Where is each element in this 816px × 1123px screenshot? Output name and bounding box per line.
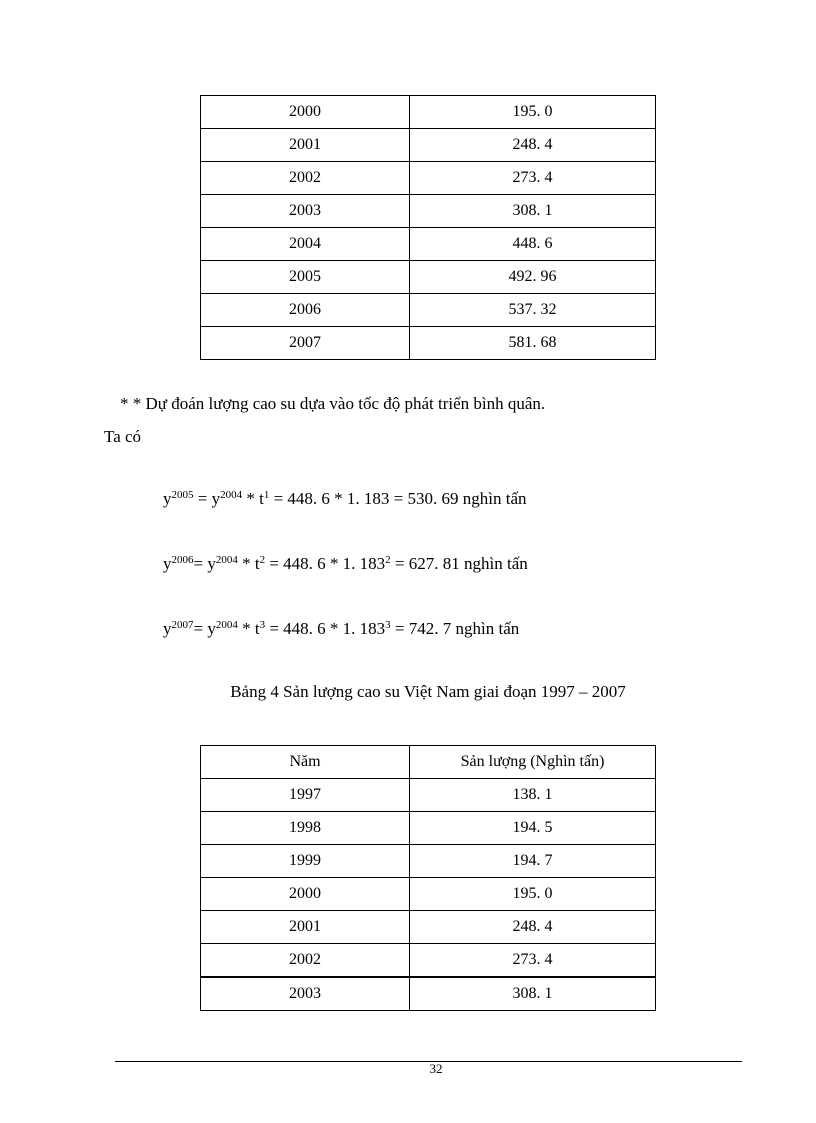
table-row [201, 878, 656, 911]
year-cell: 2007 [201, 327, 410, 360]
value-cell: 581. 68 [410, 327, 656, 360]
header-value: Sản lượng (Nghìn tấn) [410, 746, 656, 779]
value-cell: 537. 32 [410, 294, 656, 327]
formula-result: = 742. 7 nghìn tấn [390, 619, 520, 638]
year-cell: 2000 [201, 96, 410, 129]
table-row [201, 96, 656, 129]
formula-eq: = y [193, 619, 216, 638]
value-cell: 273. 4 [410, 162, 656, 195]
formula-mid: = 448. 6 * 1. 183 [265, 619, 386, 638]
formula-year-sup: 2005 [171, 489, 194, 501]
year-cell: 2001 [201, 911, 410, 944]
formula-t: * t [237, 619, 260, 638]
page-number: 32 [429, 1061, 443, 1076]
table-row [201, 327, 656, 360]
value-cell: 194. 5 [410, 812, 656, 845]
table-row [201, 911, 656, 944]
table-row [201, 261, 656, 294]
table-caption: Bảng 4 Sản lượng cao su Việt Nam giai đoạn 1997 – 2007 [230, 682, 626, 701]
value-cell: 308. 1 [410, 977, 656, 1011]
table-row [201, 129, 656, 162]
table-row [201, 228, 656, 261]
formula-pow-sup: 3 [385, 619, 391, 631]
table-row [201, 779, 656, 812]
formula-mid: = 448. 6 * 1. 183 [265, 554, 386, 573]
formula-base-sup: 2004 [215, 554, 238, 566]
formula-mid: = 448. 6 * 1. 183 [269, 489, 390, 508]
year-cell: 1997 [201, 779, 410, 812]
formula-t: * t [237, 554, 260, 573]
value-cell: 492. 96 [410, 261, 656, 294]
formula-t-sup: 1 [263, 489, 270, 501]
formula-y: y [163, 554, 172, 573]
year-cell: 2001 [201, 129, 410, 162]
formula-eq: = y [193, 489, 221, 508]
value-cell: 273. 4 [410, 944, 656, 978]
production-table-1997-2007 [200, 745, 656, 1011]
value-cell: 248. 4 [410, 911, 656, 944]
table-row [201, 195, 656, 228]
year-cell: 1999 [201, 845, 410, 878]
formula-result: = 530. 69 nghìn tấn [389, 489, 527, 508]
value-cell: 248. 4 [410, 129, 656, 162]
table-row [201, 162, 656, 195]
table-row [201, 944, 656, 978]
formula-base-sup: 2004 [215, 619, 238, 631]
formula-2005 [163, 490, 527, 507]
table-header-row [201, 746, 656, 779]
formula-y: y [163, 619, 172, 638]
table-row [201, 294, 656, 327]
value-cell: 138. 1 [410, 779, 656, 812]
formula-eq: = y [193, 554, 216, 573]
year-cell: 2000 [201, 878, 410, 911]
formula-t-sup: 2 [259, 554, 266, 566]
year-cell: 1998 [201, 812, 410, 845]
value-cell: 194. 7 [410, 845, 656, 878]
year-cell: 2005 [201, 261, 410, 294]
production-table-continued [200, 95, 656, 360]
formula-pow-sup: 2 [385, 554, 391, 566]
ta-co-label: Ta có [104, 427, 142, 446]
value-cell: 195. 0 [410, 96, 656, 129]
year-cell: 2006 [201, 294, 410, 327]
year-cell: 2004 [201, 228, 410, 261]
formula-year-sup: 2007 [171, 619, 194, 631]
value-cell: 195. 0 [410, 878, 656, 911]
formula-t-sup: 3 [259, 619, 266, 631]
year-cell: 2003 [201, 195, 410, 228]
value-cell: 308. 1 [410, 195, 656, 228]
table-row [201, 812, 656, 845]
year-cell: 2003 [201, 977, 410, 1011]
year-cell: 2002 [201, 944, 410, 978]
formula-t: * t [242, 489, 264, 508]
header-year: Năm [201, 746, 410, 779]
formula-2007 [163, 620, 519, 637]
value-cell: 448. 6 [410, 228, 656, 261]
formula-base-sup: 2004 [220, 489, 243, 501]
table-row [201, 977, 656, 1011]
formula-2006 [163, 555, 528, 572]
forecast-note: * * Dự đoán lượng cao su dựa vào tốc độ phát triển bình quân. [120, 394, 546, 413]
table-row [201, 845, 656, 878]
formula-y: y [163, 489, 172, 508]
formula-result: = 627. 81 nghìn tấn [390, 554, 528, 573]
year-cell: 2002 [201, 162, 410, 195]
formula-year-sup: 2006 [171, 554, 194, 566]
